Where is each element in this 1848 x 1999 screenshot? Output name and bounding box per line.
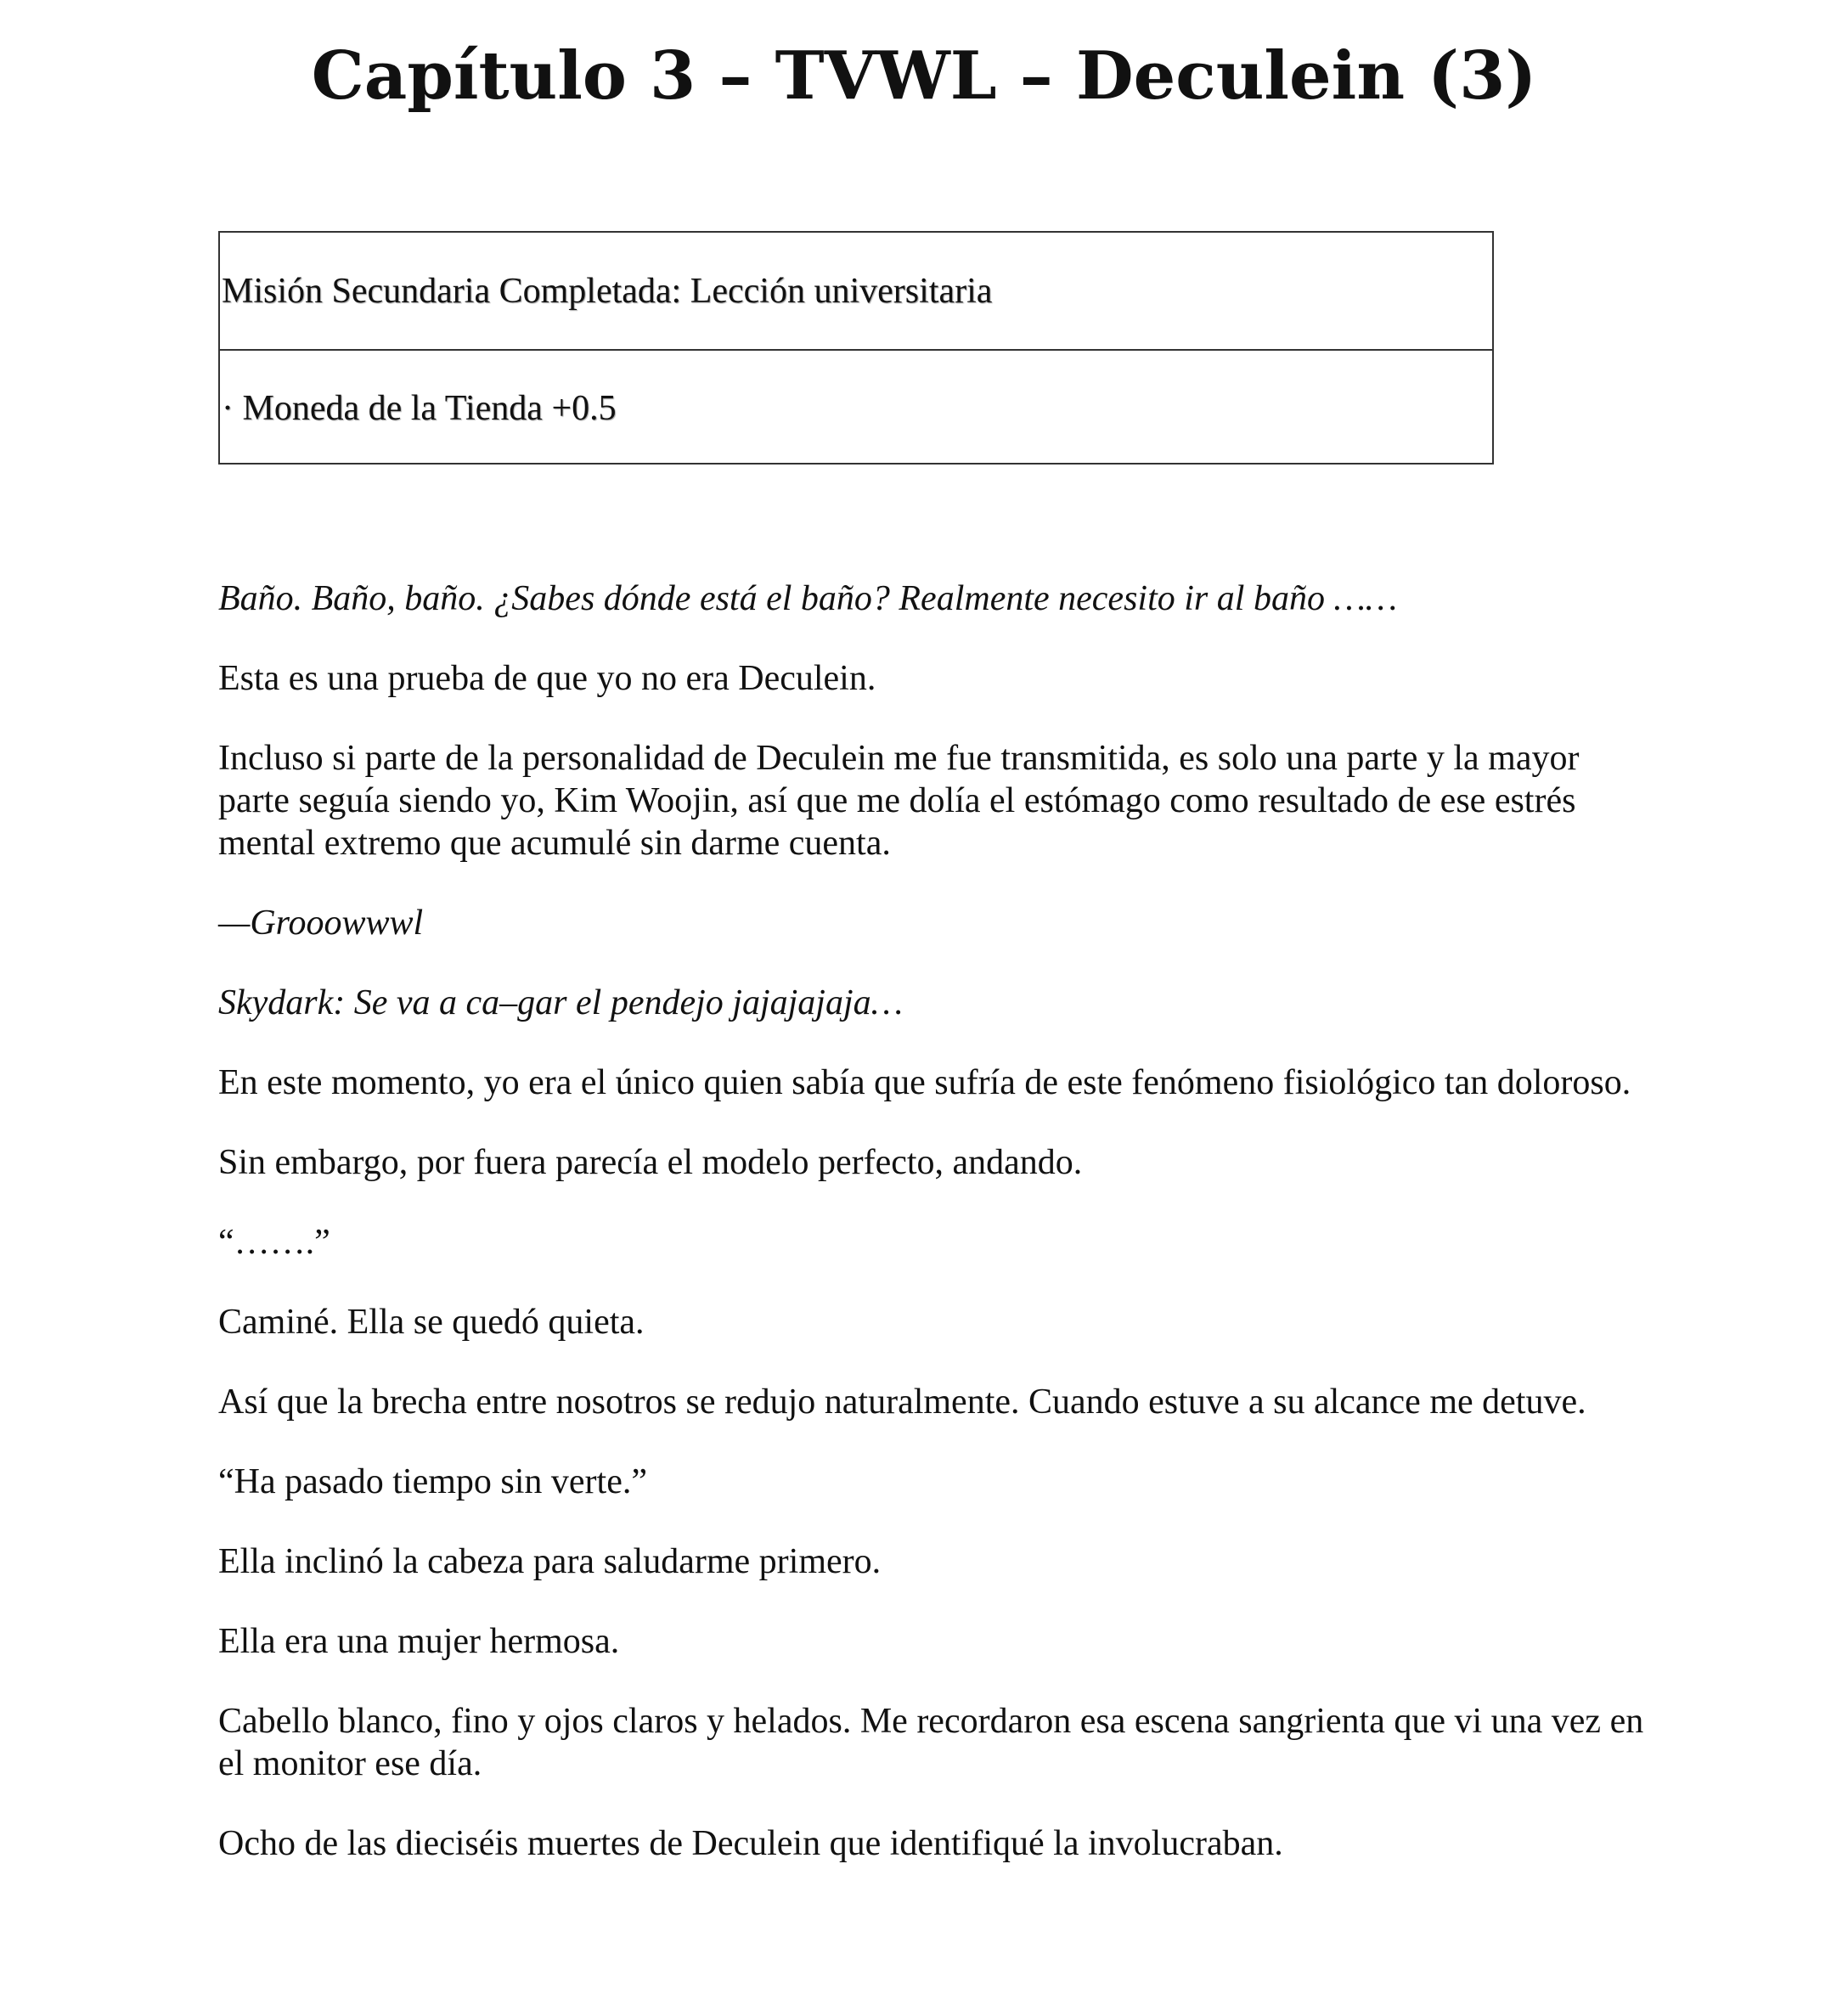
paragraph: Ella inclinó la cabeza para saludarme primero.: [218, 1542, 882, 1581]
paragraph: Ella era una mujer hermosa.: [218, 1622, 620, 1661]
mission-reward: · Moneda de la Tienda +0.5: [220, 349, 1492, 465]
paragraph: Ocho de las dieciséis muertes de Deculein que identifiqué la involucraban.: [218, 1824, 1283, 1863]
paragraph: Baño. Baño, baño. ¿Sabes dónde está el baño? Realmente necesito ir al baño ……: [218, 579, 1398, 618]
paragraph: En este momento, yo era el único quien sabía que sufría de este fenómeno fisiológico tan doloroso.: [218, 1063, 1631, 1102]
paragraph: Así que la brecha entre nosotros se redujo naturalmente. Cuando estuve a su alcance me detuve.: [218, 1382, 1586, 1422]
paragraph: —Grooowwwl: [218, 904, 424, 943]
chapter-body: [218, 577, 1645, 1902]
paragraph: Incluso si parte de la personalidad de Deculein me fue transmitida, es solo una parte y la mayor parte seguía siendo yo, Kim Woojin, así que me dolía el estómago como resultado de ese estrés mental extremo que acumulé sin darme cuenta.: [218, 739, 1580, 863]
paragraph: “Ha pasado tiempo sin verte.”: [218, 1462, 647, 1501]
mission-notification-box: [218, 231, 1494, 465]
paragraph: Sin embargo, por fuera parecía el modelo perfecto, andando.: [218, 1143, 1083, 1182]
paragraph: Cabello blanco, fino y ojos claros y helados. Me recordaron esa escena sangrienta que vi una vez en el monitor ese día.: [218, 1702, 1644, 1783]
paragraph: “…….”: [218, 1223, 330, 1262]
chapter-title: Capítulo 3 – TVWL – Deculein (3): [311, 37, 1537, 115]
mission-header: Misión Secundaria Completada: Lección universitaria: [222, 271, 993, 311]
paragraph: Esta es una prueba de que yo no era Deculein.: [218, 659, 876, 698]
paragraph: Caminé. Ella se quedó quieta.: [218, 1303, 645, 1342]
paragraph: Skydark: Se va a ca–gar el pendejo jajajajaja…: [218, 983, 903, 1022]
